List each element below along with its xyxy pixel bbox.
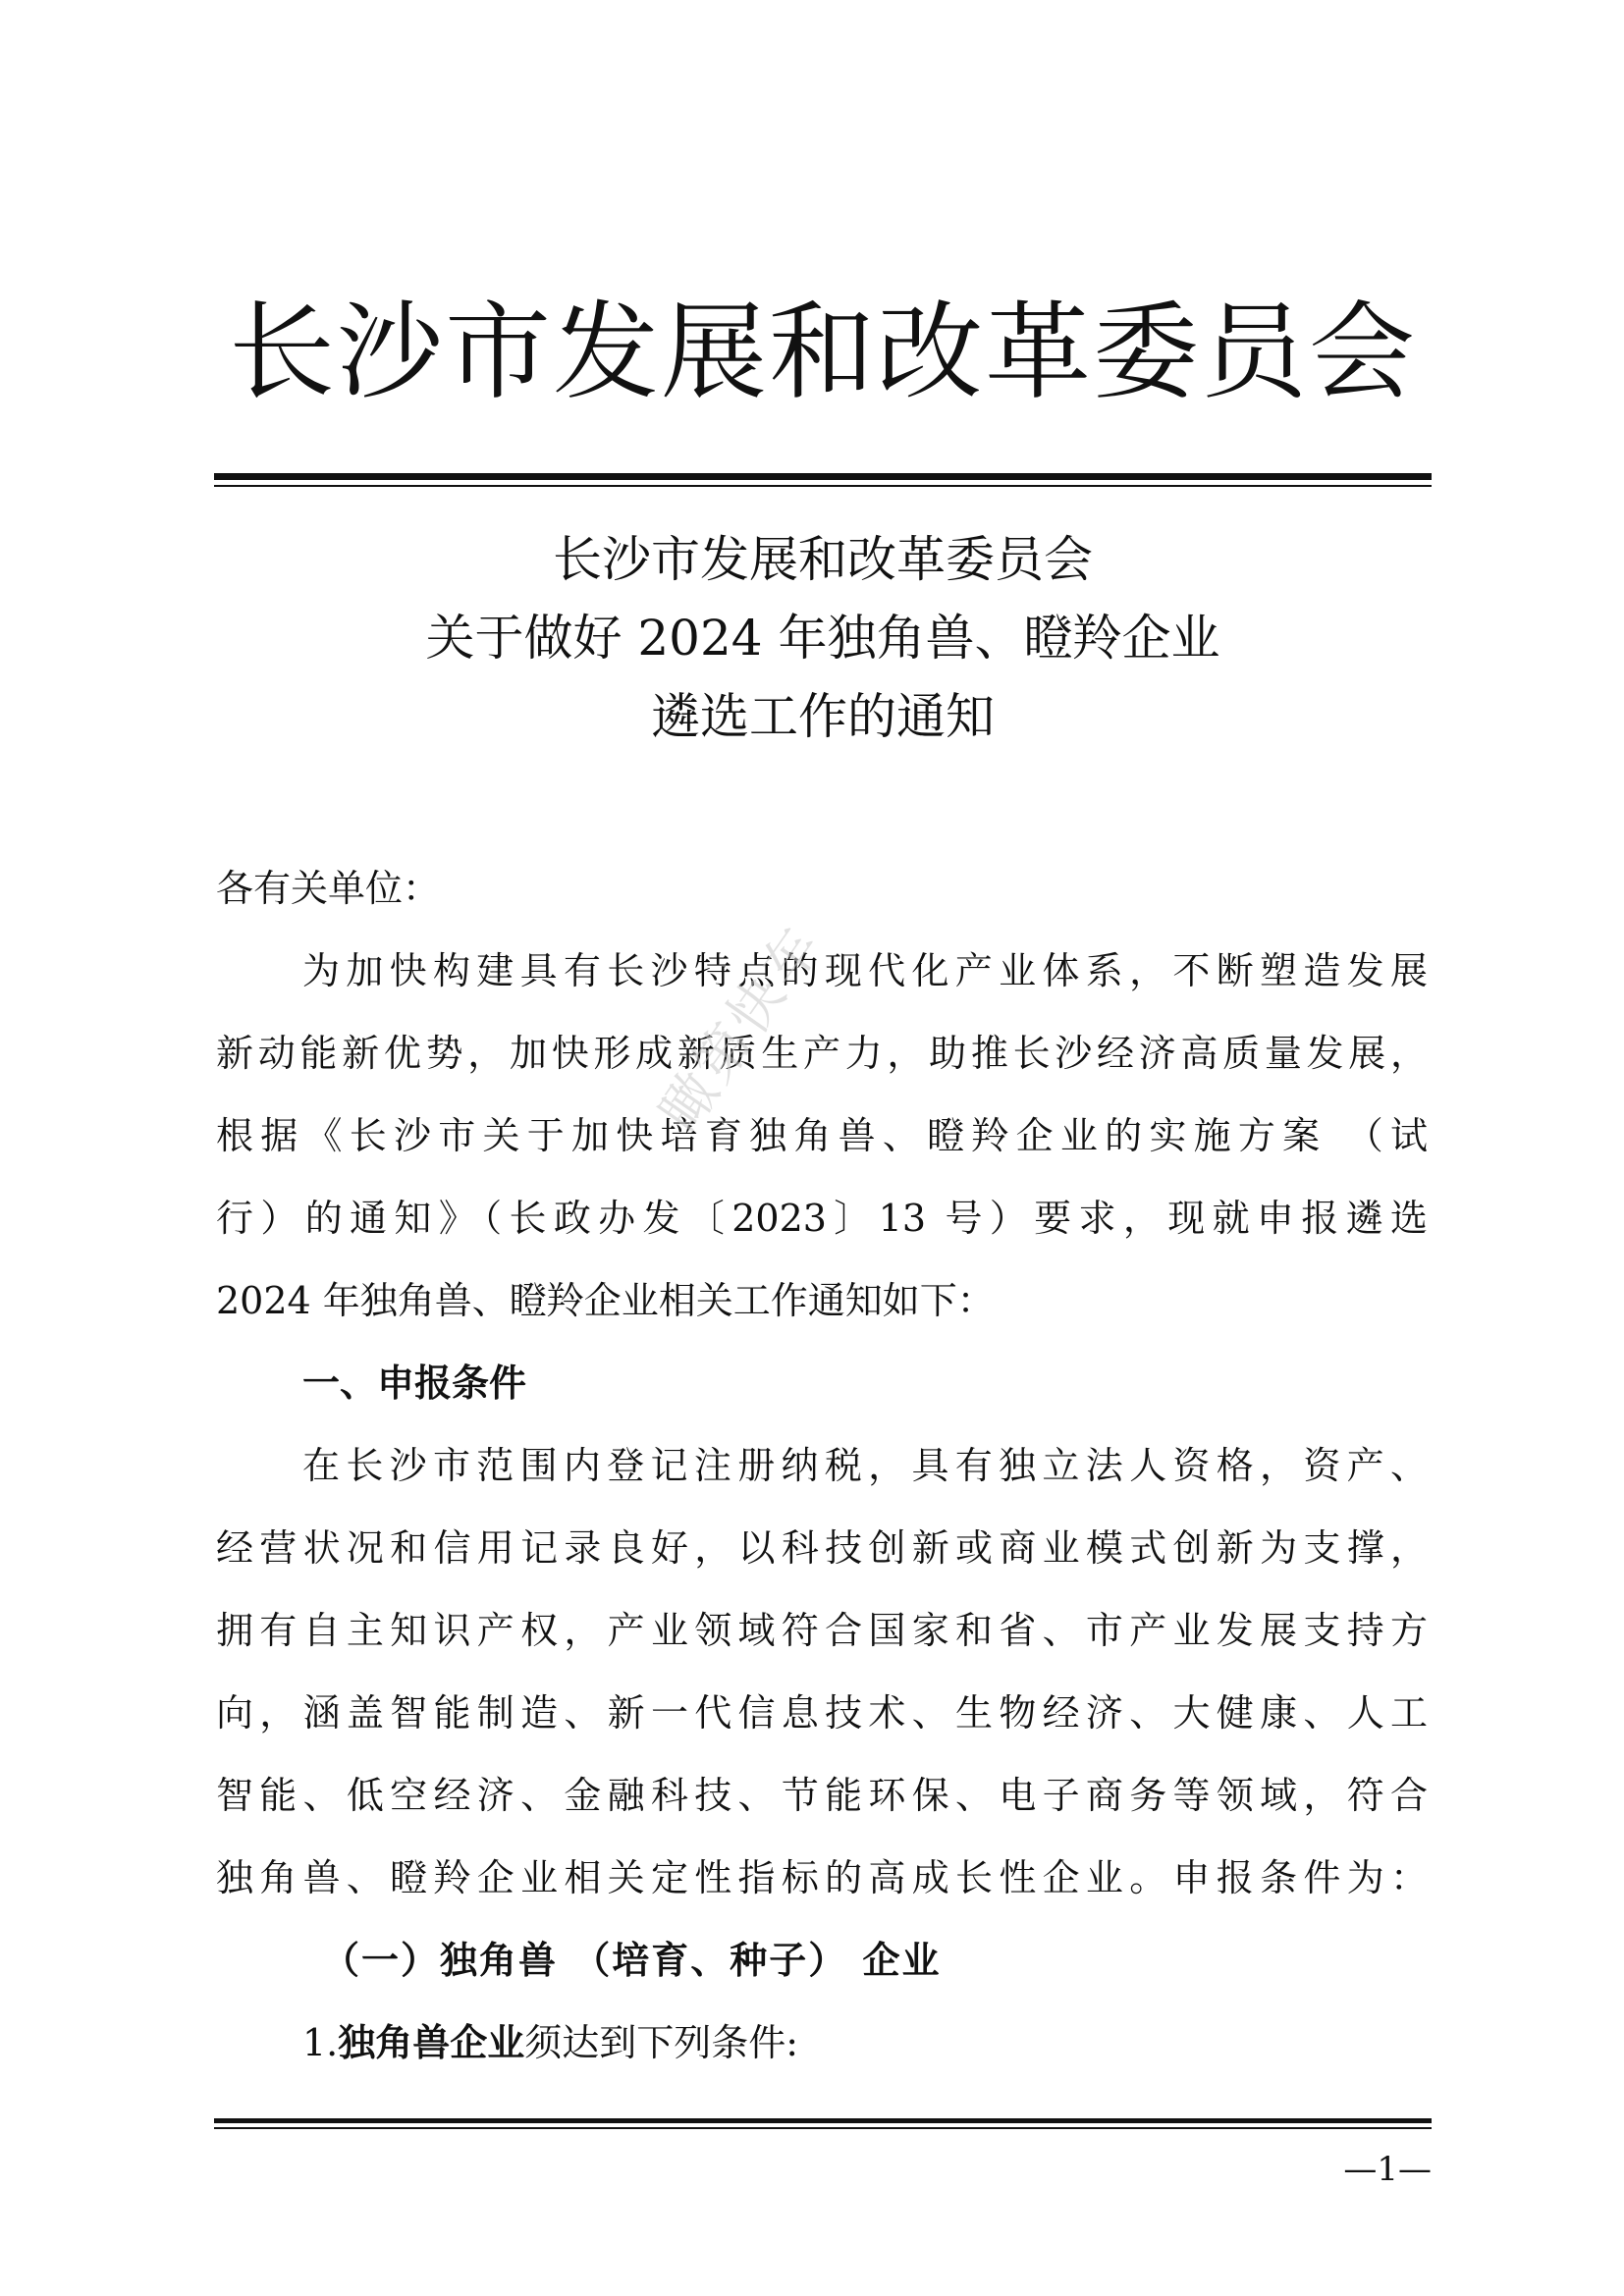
footer-divider-thin <box>214 2127 1432 2129</box>
watermark: 瞰第快车 <box>647 913 836 1144</box>
document-title-line: 关于做好 2024 年独角兽、瞪羚企业 <box>425 610 1220 667</box>
paragraph-line: 向，涵盖智能制造、新一代信息技术、生物经济、大健康、人工 <box>216 1691 1428 1735</box>
paragraph-line: 智能、低空经济、金融科技、节能环保、电子商务等领域，符合 <box>216 1774 1428 1817</box>
paragraph-line: 经营状况和信用记录良好，以科技创新或商业模式创新为支撑， <box>216 1526 1428 1570</box>
header-divider-thin <box>214 485 1432 487</box>
document-title-line: 长沙市发展和改革委员会 <box>553 531 1093 588</box>
paragraph-line: 独角兽、瞪羚企业相关定性指标的高成长性企业。申报条件为： <box>216 1856 1428 1899</box>
paragraph-line: 新动能新优势，加快形成新质生产力，助推长沙经济高质量发展， <box>216 1032 1428 1075</box>
paragraph-line: 根据《长沙市关于加快培育独角兽、瞪羚企业的实施方案 （试 <box>216 1114 1428 1157</box>
salutation: 各有关单位： <box>216 867 441 910</box>
list-item-bold-text: 独角兽企业 <box>338 2021 525 2064</box>
list-item <box>216 2002 1428 2084</box>
list-item-text: 须达到下列条件: <box>524 2021 799 2064</box>
paragraph-line: 在长沙市范围内登记注册纳税，具有独立法人资格，资产、 <box>302 1444 1428 1487</box>
document-title-line: 遴选工作的通知 <box>651 688 995 745</box>
paragraph-line: 行）的通知》（长政办发〔2023〕13 号）要求，现就申报遴选 <box>216 1197 1428 1240</box>
header-divider-thick <box>214 473 1432 480</box>
paragraph-line: 为加快构建具有长沙特点的现代化产业体系，不断塑造发展 <box>302 949 1428 992</box>
list-item-number: 1. <box>302 2021 339 2064</box>
footer-divider-thick <box>214 2118 1432 2123</box>
subsection-heading: （一）独角兽 （培育、种子） 企业 <box>322 1939 942 1982</box>
document-body <box>216 847 1428 2084</box>
paragraph-line: 拥有自主知识产权，产业领域符合国家和省、市产业发展支持方 <box>216 1609 1428 1652</box>
page-number: —1— <box>1343 2150 1432 2189</box>
agency-header-title: 长沙市发展和改革委员会 <box>228 292 1417 414</box>
section-heading: 一、申报条件 <box>302 1362 527 1405</box>
document-title <box>214 520 1432 756</box>
paragraph-line: 2024 年独角兽、瞪羚企业相关工作通知如下： <box>216 1279 995 1322</box>
